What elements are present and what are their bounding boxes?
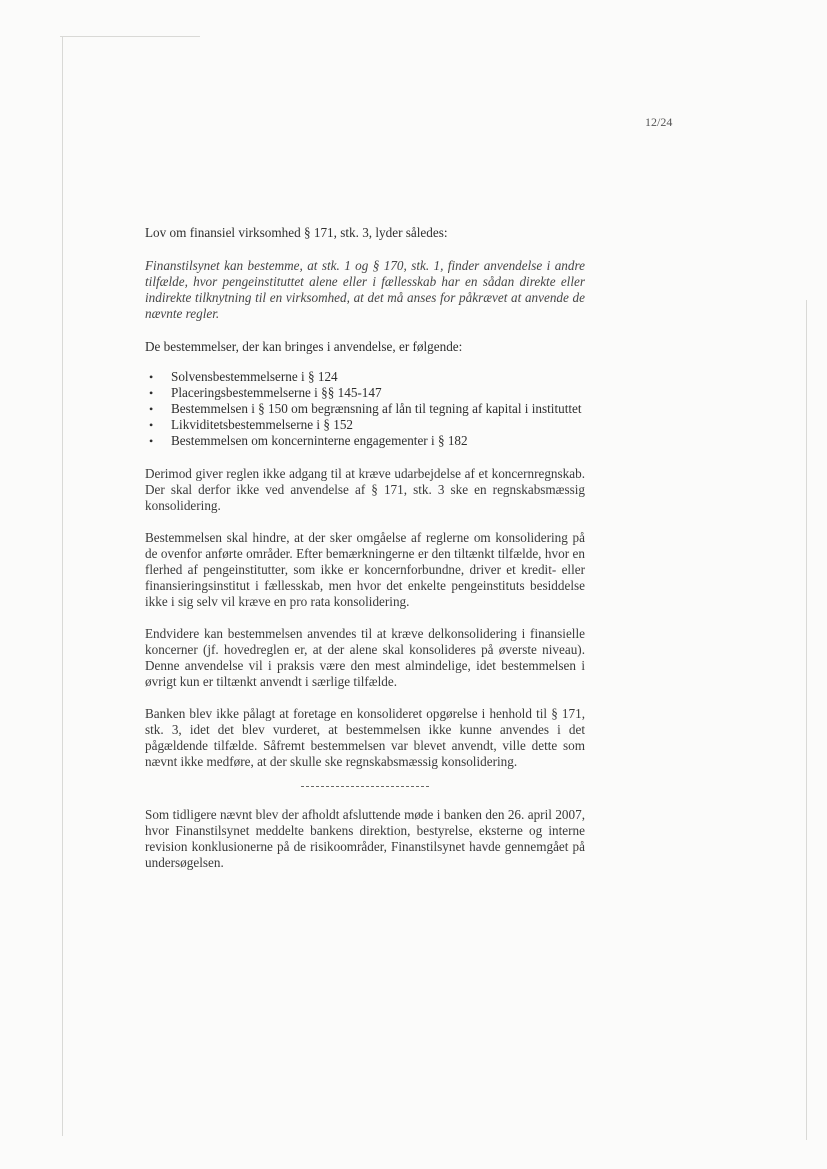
list-item: • Likviditetsbestemmelserne i § 152 [145, 417, 585, 433]
list-item: • Bestemmelsen om koncerninterne engagementer i § 182 [145, 433, 585, 449]
intro-text: Lov om finansiel virksomhed § 171, stk. 3, lyder således: [145, 225, 448, 240]
list-item: • Bestemmelsen i § 150 om begrænsning af lån til tegning af kapital i instituttet [145, 401, 585, 417]
document-body [145, 225, 585, 887]
paragraph: Banken blev ikke pålagt at foretage en konsolideret opgørelse i henhold til § 171, stk. 3, idet det blev vurderet, at bestemmelsen ikke kunne anvendes i det pågældende tilfælde. Såfremt bestemmelsen var blevet anvendt, ville dette som nævnt ikke medføre, at der skulle ske regnskabsmæssig konsolidering. [145, 706, 585, 769]
list-intro: De bestemmelser, der kan bringes i anvendelse, er følgende: [145, 339, 463, 354]
paragraph: Endvidere kan bestemmelsen anvendes til at kræve delkonsolidering i finansielle koncerner (jf. hovedreglen er, at der alene skal konsolideres på øverste niveau). Denne anvendelse vil i praksis være den mest almindelige, idet bestemmelsen i øvrigt kun er tiltænkt anvendt i særlige tilfælde. [145, 626, 585, 689]
scan-edge-right [806, 300, 807, 1140]
scan-edge-top [60, 36, 200, 37]
page-number: 12/24 [645, 115, 673, 129]
list-item: • Solvensbestemmelserne i § 124 [145, 369, 585, 385]
list-item: • Placeringsbestemmelserne i §§ 145-147 [145, 385, 585, 401]
scan-edge-left [62, 36, 63, 1136]
section-divider [301, 786, 429, 787]
law-quote: Finanstilsynet kan bestemme, at stk. 1 og § 170, stk. 1, finder anvendelse i andre tilfælde, hvor pengeinstituttet alene eller i fællesskab har en sådan direkte eller indirekte tilknytning til en virksomhed, at det må anses for påkrævet at anvende de nævnte regler. [145, 258, 585, 321]
paragraph: Bestemmelsen skal hindre, at der sker omgåelse af reglerne om konsolidering på de ovenfor anførte områder. Efter bemærkningerne er den tiltænkt tilfælde, hvor en flerhed af pengeinstitutter, som ikke er koncernforbundne, driver et kredit- eller finansieringsinstitut i fællesskab, men hvor det enkelte pengeinstituts besiddelse ikke i sig selv vil kræve en pro rata konsolidering. [145, 530, 585, 609]
rules-list [145, 369, 585, 449]
paragraph: Derimod giver reglen ikke adgang til at kræve udarbejdelse af et koncernregnskab. Der skal derfor ikke ved anvendelse af § 171, stk. 3 ske en regnskabsmæssig konsolidering. [145, 466, 585, 513]
closing-paragraph: Som tidligere nævnt blev der afholdt afsluttende møde i banken den 26. april 2007, hvor Finanstilsynet meddelte bankens direktion, bestyrelse, eksterne og interne revision konklusionerne på de risikoområder, Finanstilsynet havde gennemgået på undersøgelsen. [145, 807, 585, 870]
